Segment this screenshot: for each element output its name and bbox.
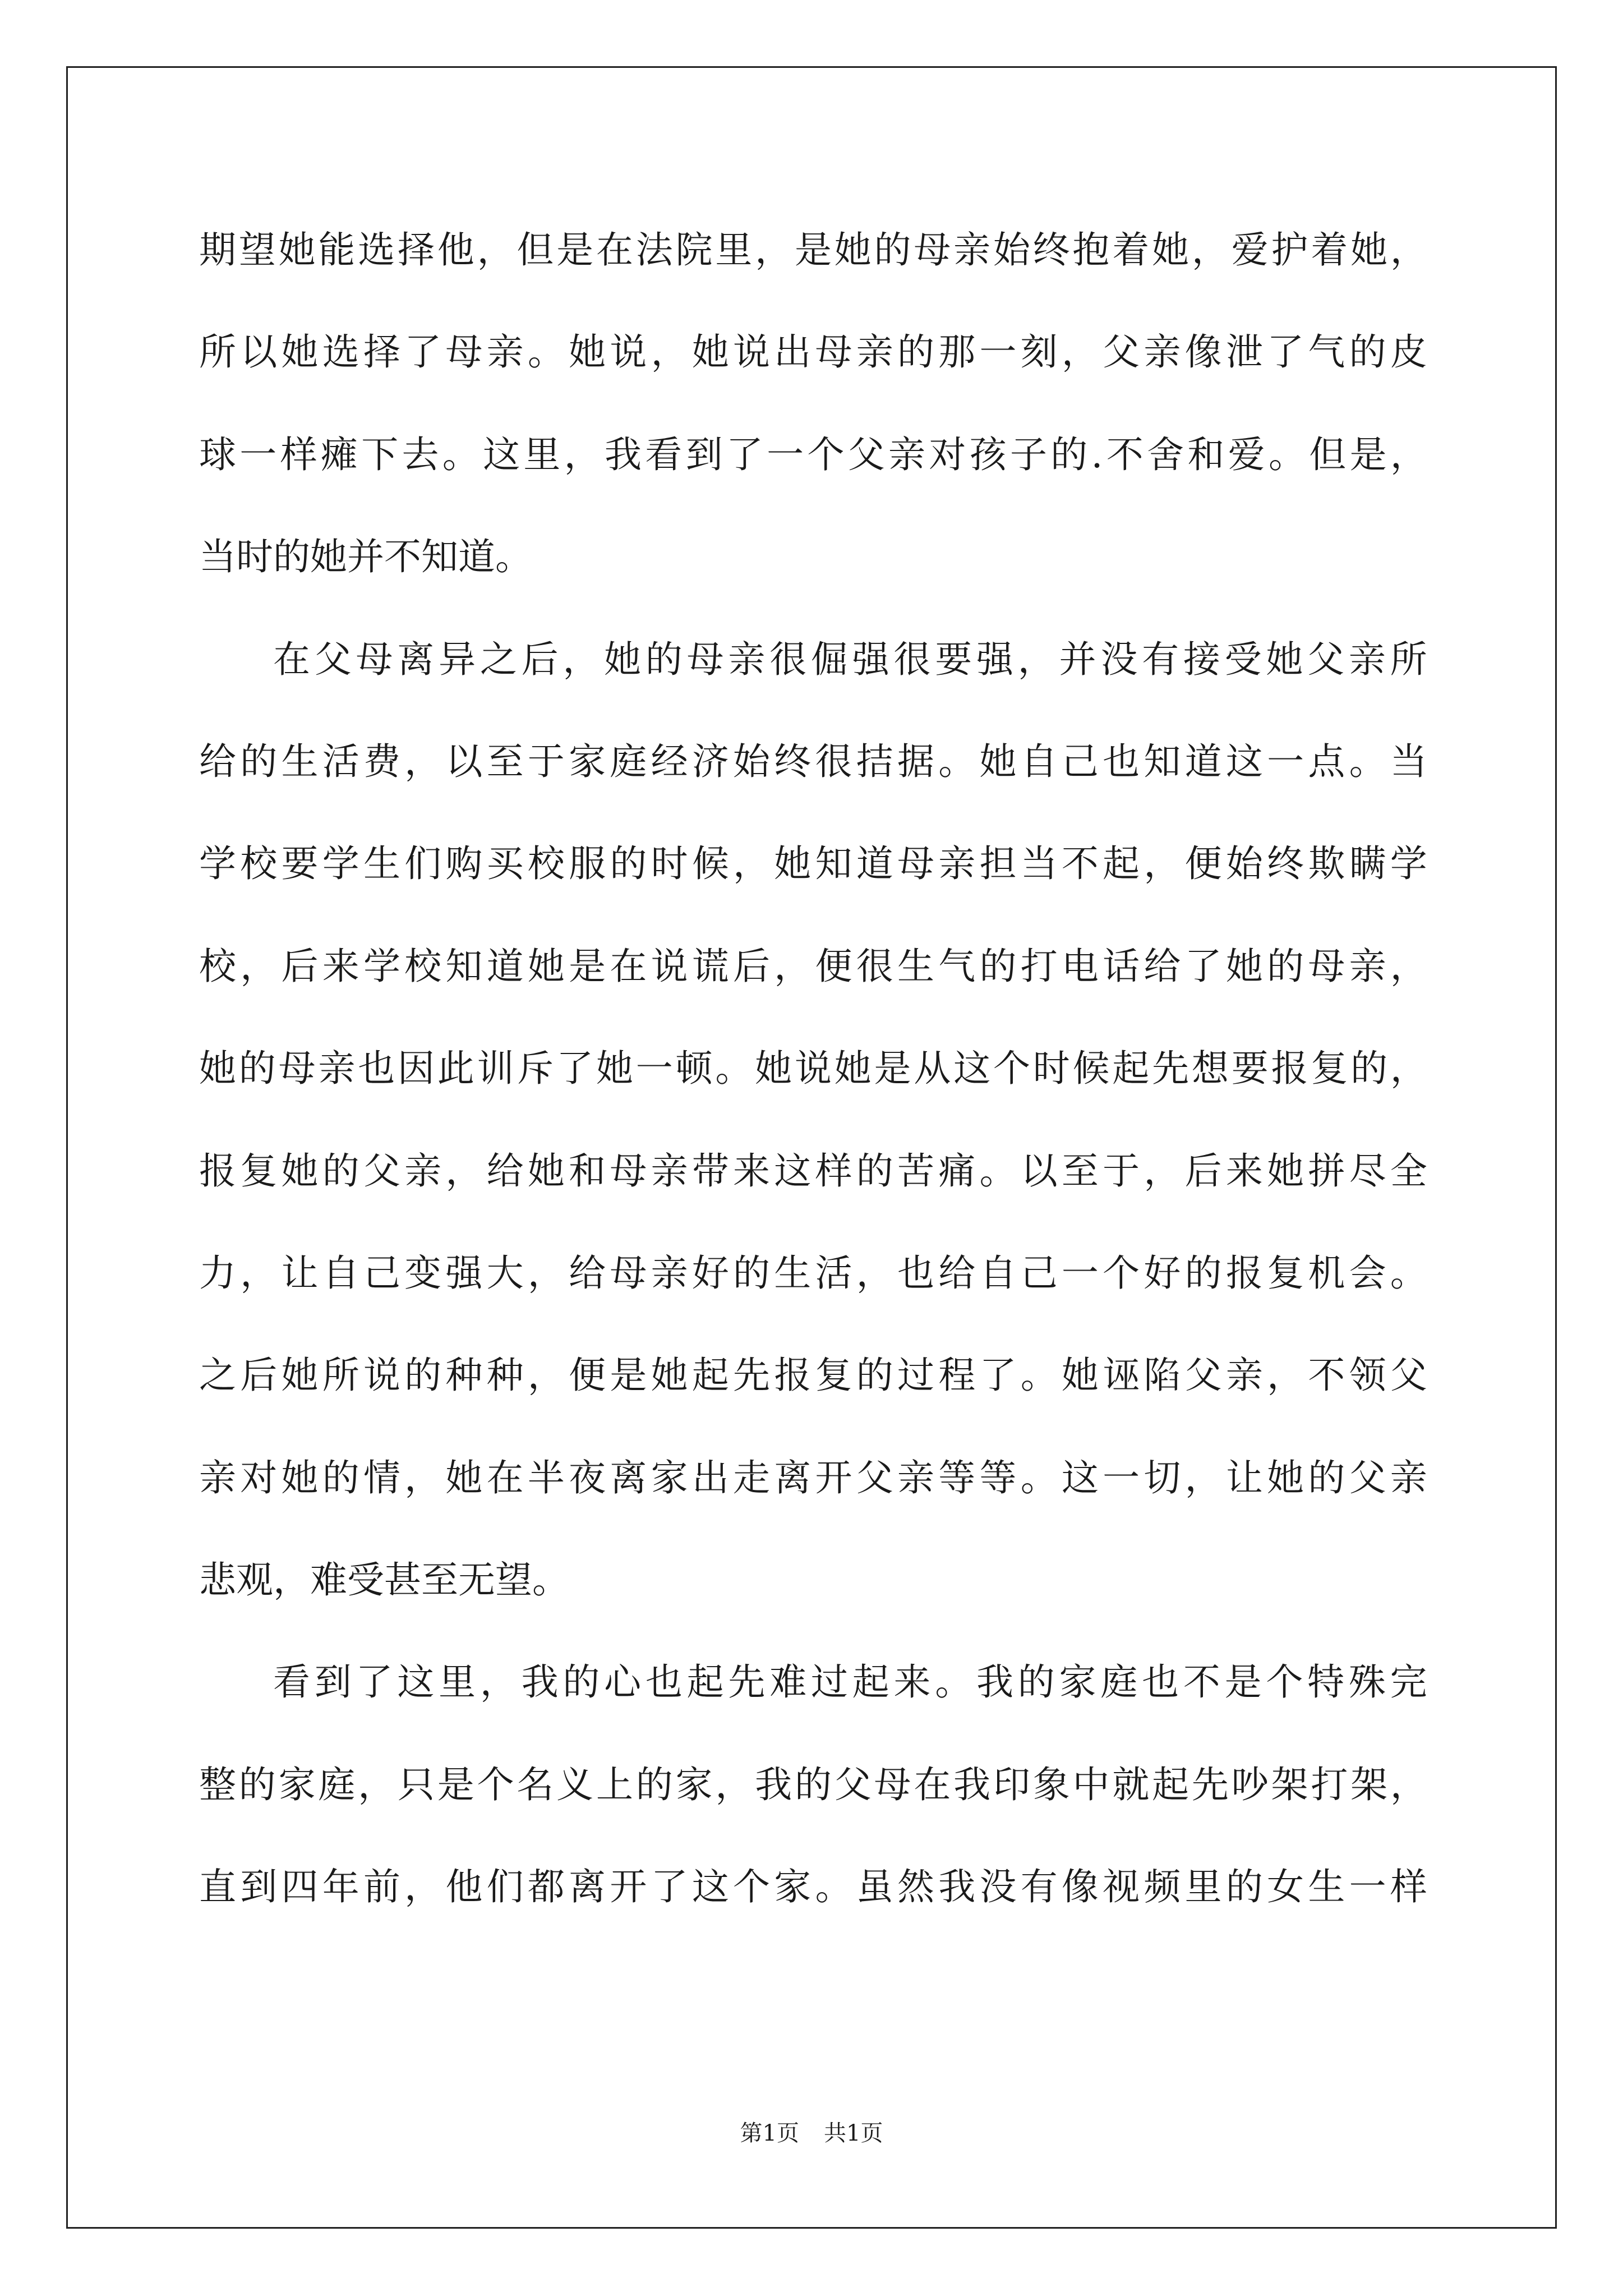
text-line: 整 的 家 庭 ， 只 是 个 名 义 上 的 家 ， 我 的 父 母 在 我 印 象 中 就 起 先 吵 架 打 架 ，	[199, 1763, 1427, 1806]
document-body	[199, 199, 1427, 1939]
text-line: 亲 对 她 的 情 ， 她 在 半 夜 离 家 出 走 离 开 父 亲 等 等 。 这 一 切 ， 让 她 的 父 亲	[199, 1456, 1427, 1499]
text-line: 给 的 生 活 费 ， 以 至 于 家 庭 经 济 始 终 很 拮 据 。 她 自 己 也 知 道 这 一 点 。 当	[199, 739, 1427, 783]
text-line: 她 的 母 亲 也 因 此 训 斥 了 她 一 顿 。 她 说 她 是 从 这 个 时 候 起 先 想 要 报 复 的 ，	[199, 1047, 1427, 1091]
text-line: 所 以 她 选 择 了 母 亲 。 她 说 ， 她 说 出 母 亲 的 那 一 刻 ， 父 亲 像 泄 了 气 的 皮	[199, 330, 1427, 374]
text-line: 看 到 了 这 里 ， 我 的 心 也 起 先 难 过 起 来 。 我 的 家 庭 也 不 是 个 特 殊 完	[273, 1660, 1427, 1704]
page-total: 共1页	[824, 2120, 883, 2146]
text-line: 之 后 她 所 说 的 种 种 ， 便 是 她 起 先 报 复 的 过 程 了 。 她 诬 陷 父 亲 ， 不 领 父	[199, 1354, 1427, 1397]
text-line: 学 校 要 学 生 们 购 买 校 服 的 时 候 ， 她 知 道 母 亲 担 当 不 起 ， 便 始 终 欺 瞒 学	[199, 842, 1427, 886]
text-line: 校 ， 后 来 学 校 知 道 她 是 在 说 谎 后 ， 便 很 生 气 的 打 电 话 给 了 她 的 母 亲 ，	[199, 944, 1427, 988]
text-line: 球 一 样 瘫 下 去 。 这 里 ， 我 看 到 了 一 个 父 亲 对 孩 子 的 . 不 舍 和 爱 。 但 是 ，	[199, 432, 1427, 476]
text-line: 力 ， 让 自 己 变 强 大 ， 给 母 亲 好 的 生 活 ， 也 给 自 己 一 个 好 的 报 复 机 会 。	[199, 1251, 1427, 1295]
page-number: 第1页	[740, 2120, 799, 2146]
text-line: 报 复 她 的 父 亲 ， 给 她 和 母 亲 带 来 这 样 的 苦 痛 。 以 至 于 ， 后 来 她 拼 尽 全	[199, 1149, 1427, 1193]
text-line: 当时的她并不知道。	[199, 535, 532, 579]
text-line: 期 望 她 能 选 择 他 ， 但 是 在 法 院 里 ， 是 她 的 母 亲 始 终 抱 着 她 ， 爱 护 着 她 ，	[199, 228, 1427, 272]
page-footer	[0, 2116, 1623, 2150]
text-line: 在 父 母 离 异 之 后 ， 她 的 母 亲 很 倔 强 很 要 强 ， 并 没 有 接 受 她 父 亲 所	[273, 637, 1427, 681]
text-line: 直 到 四 年 前 ， 他 们 都 离 开 了 这 个 家 。 虽 然 我 没 有 像 视 频 里 的 女 生 一 样	[199, 1865, 1427, 1909]
text-line: 悲观，难受甚至无望。	[199, 1558, 569, 1602]
